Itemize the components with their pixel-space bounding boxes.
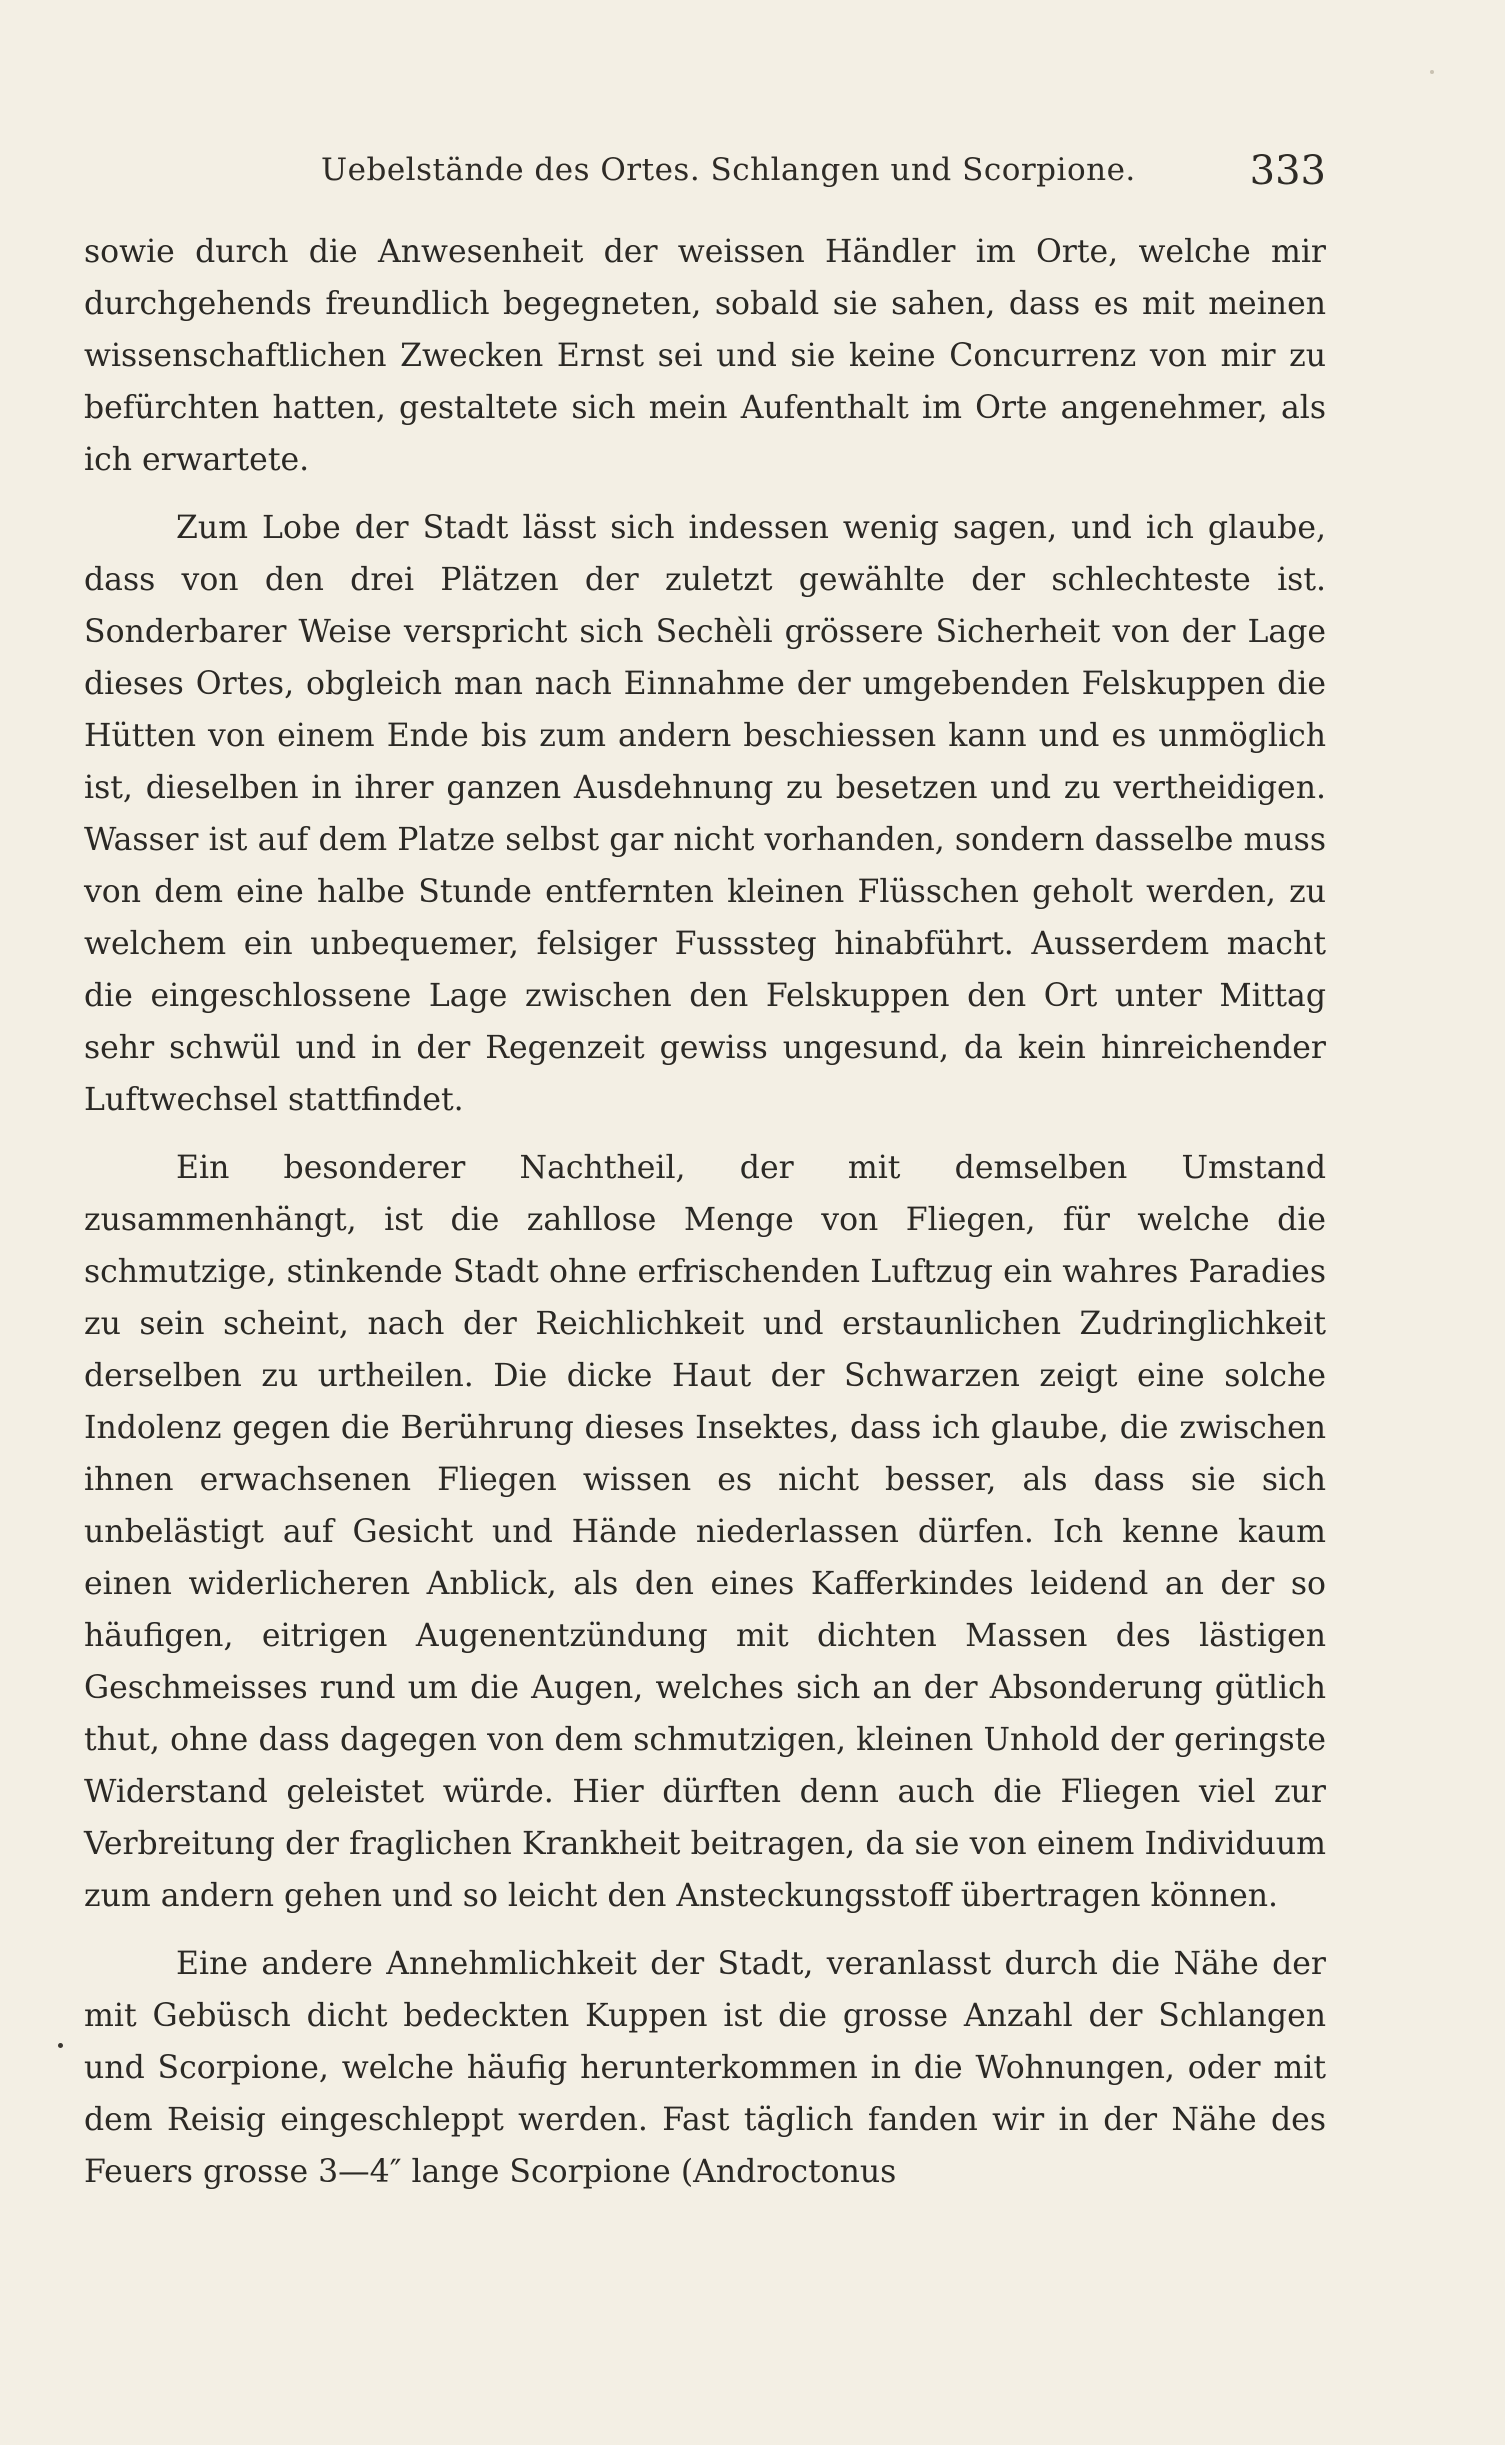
paper-speck <box>1430 70 1434 74</box>
paragraph-1: sowie durch die Anwesenheit der weissen Händler im Orte, welche mir durchgehends freundlich begegneten, sobald sie sahen, dass es mit meinen wissenschaftlichen Zwecken Ernst sei und sie keine Concurrenz von mir zu befürchten hatten, gestaltete sich mein Aufenthalt im Orte angenehmer, als ich erwartete. <box>84 234 1326 478</box>
paragraph-2: Zum Lobe der Stadt lässt sich indessen wenig sagen, und ich glaube, dass von den drei Plätzen der zuletzt gewählte der schlechteste ist. Sonderbarer Weise verspricht sich Sechèli grössere Sicherheit von der Lage dieses Ortes, obgleich man nach Einnahme der umgebenden Felskuppen die Hütten von einem Ende bis zum andern beschiessen kann und es unmöglich ist, dieselben in ihrer ganzen Ausdehnung zu besetzen und zu vertheidigen. Wasser ist auf dem Platze selbst gar nicht vorhanden, sondern dasselbe muss von dem eine halbe Stunde entfernten kleinen Flüsschen geholt werden, zu welchem ein unbequemer, felsiger Fusssteg hinabführt. Ausserdem macht die eingeschlossene Lage zwischen den Felskuppen den Ort unter Mittag sehr schwül und in der Regenzeit gewiss ungesund, da kein hinreichender Luftwechsel stattfindet. <box>84 510 1326 1118</box>
running-title: Uebelstände des Ortes. Schlangen und Scorpione. <box>321 152 1136 188</box>
margin-dot <box>58 2043 63 2048</box>
body-text <box>84 226 1326 2198</box>
running-head <box>84 148 1326 202</box>
paragraph-4: Eine andere Annehmlichkeit der Stadt, veranlasst durch die Nähe der mit Gebüsch dicht bedeckten Kuppen ist die grosse Anzahl der Schlangen und Scorpione, welche häufig herunterkommen in die Wohnungen, oder mit dem Reisig eingeschleppt werden. Fast täglich fanden wir in der Nähe des Feuers grosse 3—4″ lange Scorpione (Androctonus <box>84 1946 1326 2190</box>
paragraph-3: Ein besonderer Nachtheil, der mit demselben Umstand zusammenhängt, ist die zahllose Menge von Fliegen, für welche die schmutzige, stinkende Stadt ohne erfrischenden Luftzug ein wahres Paradies zu sein scheint, nach der Reichlichkeit und erstaunlichen Zudringlichkeit derselben zu urtheilen. Die dicke Haut der Schwarzen zeigt eine solche Indolenz gegen die Berührung dieses Insektes, dass ich glaube, die zwischen ihnen erwachsenen Fliegen wissen es nicht besser, als dass sie sich unbelästigt auf Gesicht und Hände niederlassen dürfen. Ich kenne kaum einen widerlicheren Anblick, als den eines Kafferkindes leidend an der so häufigen, eitrigen Augenentzündung mit dichten Massen des lästigen Geschmeisses rund um die Augen, welches sich an der Absonderung gütlich thut, ohne dass dagegen von dem schmutzigen, kleinen Unhold der geringste Widerstand geleistet würde. Hier dürften denn auch die Fliegen viel zur Verbreitung der fraglichen Krankheit beitragen, da sie von einem Individuum zum andern gehen und so leicht den Ansteckungsstoff übertragen können. <box>84 1150 1326 1914</box>
page-number: 333 <box>1249 148 1326 194</box>
